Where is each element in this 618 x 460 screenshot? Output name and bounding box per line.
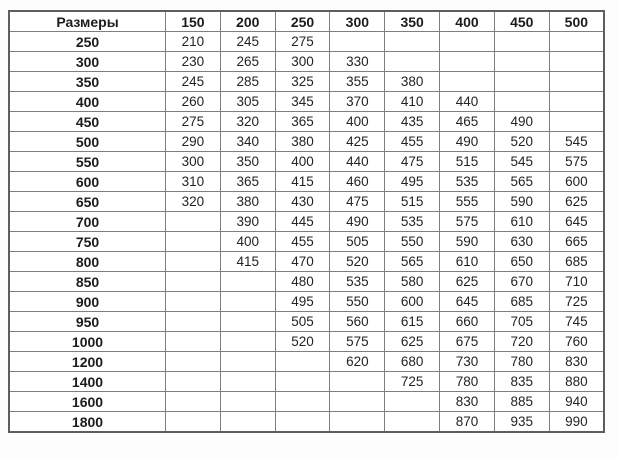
table-cell: 340 <box>220 132 275 152</box>
row-header: 450 <box>9 112 166 132</box>
table-cell: 470 <box>275 252 330 272</box>
table-row <box>9 132 604 152</box>
table-cell: 210 <box>166 32 221 52</box>
table-cell <box>549 112 604 132</box>
table-cell: 490 <box>440 132 495 152</box>
table-cell: 645 <box>440 292 495 312</box>
table-cell <box>166 332 221 352</box>
table-row <box>9 332 604 352</box>
table-row <box>9 32 604 52</box>
table-cell: 835 <box>494 372 549 392</box>
table-cell: 545 <box>494 152 549 172</box>
table-cell <box>549 32 604 52</box>
table-cell <box>440 32 495 52</box>
table-cell: 430 <box>275 192 330 212</box>
table-cell: 495 <box>275 292 330 312</box>
table-cell: 745 <box>549 312 604 332</box>
table-cell: 230 <box>166 52 221 72</box>
table-row <box>9 172 604 192</box>
table-cell <box>385 412 440 433</box>
row-header: 1400 <box>9 372 166 392</box>
table-row <box>9 312 604 332</box>
table-body <box>9 32 604 433</box>
table-cell: 440 <box>440 92 495 112</box>
table-row <box>9 252 604 272</box>
table-cell: 475 <box>385 152 440 172</box>
table-cell: 665 <box>549 232 604 252</box>
table-cell: 275 <box>166 112 221 132</box>
table-cell: 535 <box>330 272 385 292</box>
table-row <box>9 112 604 132</box>
table-row <box>9 92 604 112</box>
table-cell: 285 <box>220 72 275 92</box>
table-cell: 535 <box>440 172 495 192</box>
row-header: 950 <box>9 312 166 332</box>
table-cell: 885 <box>494 392 549 412</box>
table-cell: 600 <box>549 172 604 192</box>
table-cell: 935 <box>494 412 549 433</box>
table-cell: 520 <box>494 132 549 152</box>
table-cell <box>166 412 221 433</box>
table-row <box>9 72 604 92</box>
table-cell: 480 <box>275 272 330 292</box>
table-cell: 590 <box>440 232 495 252</box>
table-cell: 830 <box>549 352 604 372</box>
table-cell: 725 <box>385 372 440 392</box>
table-cell <box>166 212 221 232</box>
table-cell: 440 <box>330 152 385 172</box>
column-header: 300 <box>330 11 385 32</box>
table-cell: 780 <box>440 372 495 392</box>
table-cell: 490 <box>330 212 385 232</box>
table-cell: 560 <box>330 312 385 332</box>
table-row <box>9 52 604 72</box>
table-cell: 610 <box>494 212 549 232</box>
corner-header: Размеры <box>9 11 166 32</box>
table-cell <box>275 412 330 433</box>
table-cell <box>494 92 549 112</box>
sizes-table <box>8 10 605 433</box>
column-header: 200 <box>220 11 275 32</box>
table-cell: 355 <box>330 72 385 92</box>
table-cell <box>166 272 221 292</box>
row-header: 350 <box>9 72 166 92</box>
table-cell <box>385 52 440 72</box>
table-cell: 290 <box>166 132 221 152</box>
table-cell: 390 <box>220 212 275 232</box>
table-row <box>9 212 604 232</box>
table-cell: 710 <box>549 272 604 292</box>
table-cell: 465 <box>440 112 495 132</box>
table-cell: 425 <box>330 132 385 152</box>
table-cell: 330 <box>330 52 385 72</box>
table-row <box>9 272 604 292</box>
table-cell <box>166 352 221 372</box>
table-cell: 645 <box>549 212 604 232</box>
row-header: 300 <box>9 52 166 72</box>
table-cell: 610 <box>440 252 495 272</box>
table-cell: 730 <box>440 352 495 372</box>
column-header: 400 <box>440 11 495 32</box>
table-cell: 675 <box>440 332 495 352</box>
row-header: 1200 <box>9 352 166 372</box>
table-cell <box>549 72 604 92</box>
table-cell: 575 <box>330 332 385 352</box>
row-header: 650 <box>9 192 166 212</box>
table-cell: 415 <box>275 172 330 192</box>
table-cell: 625 <box>385 332 440 352</box>
table-row <box>9 192 604 212</box>
table-cell: 620 <box>330 352 385 372</box>
table-cell: 400 <box>275 152 330 172</box>
table-cell <box>166 372 221 392</box>
table-cell: 990 <box>549 412 604 433</box>
table-cell: 260 <box>166 92 221 112</box>
row-header: 700 <box>9 212 166 232</box>
table-cell <box>220 372 275 392</box>
table-cell: 600 <box>385 292 440 312</box>
column-header: 250 <box>275 11 330 32</box>
table-cell: 760 <box>549 332 604 352</box>
table-cell <box>549 52 604 72</box>
table-cell: 535 <box>385 212 440 232</box>
table-cell: 555 <box>440 192 495 212</box>
table-cell <box>385 392 440 412</box>
table-cell: 275 <box>275 32 330 52</box>
table-cell: 300 <box>166 152 221 172</box>
table-cell: 615 <box>385 312 440 332</box>
table-cell: 575 <box>549 152 604 172</box>
table-cell <box>330 392 385 412</box>
table-cell: 550 <box>330 292 385 312</box>
table-cell: 455 <box>385 132 440 152</box>
table-cell: 380 <box>275 132 330 152</box>
row-header: 400 <box>9 92 166 112</box>
table-cell <box>275 372 330 392</box>
table-cell: 550 <box>385 232 440 252</box>
table-cell <box>166 252 221 272</box>
table-header <box>9 11 604 32</box>
table-cell: 680 <box>385 352 440 372</box>
table-cell: 720 <box>494 332 549 352</box>
table-row <box>9 292 604 312</box>
table-cell <box>220 292 275 312</box>
table-cell: 445 <box>275 212 330 232</box>
row-header: 900 <box>9 292 166 312</box>
table-cell: 400 <box>330 112 385 132</box>
table-cell: 380 <box>220 192 275 212</box>
table-row <box>9 152 604 172</box>
table-cell: 370 <box>330 92 385 112</box>
table-cell: 410 <box>385 92 440 112</box>
table-cell <box>494 52 549 72</box>
row-header: 1800 <box>9 412 166 433</box>
table-cell <box>166 292 221 312</box>
table-cell <box>220 392 275 412</box>
table-cell: 520 <box>330 252 385 272</box>
column-header: 500 <box>549 11 604 32</box>
table-cell: 325 <box>275 72 330 92</box>
column-header: 350 <box>385 11 440 32</box>
table-cell <box>385 32 440 52</box>
table-cell: 880 <box>549 372 604 392</box>
table-cell <box>330 372 385 392</box>
table-row <box>9 372 604 392</box>
table-cell: 625 <box>440 272 495 292</box>
row-header: 800 <box>9 252 166 272</box>
row-header: 250 <box>9 32 166 52</box>
table-cell: 300 <box>275 52 330 72</box>
row-header: 750 <box>9 232 166 252</box>
table-cell: 350 <box>220 152 275 172</box>
table-cell: 345 <box>275 92 330 112</box>
table-cell: 870 <box>440 412 495 433</box>
table-cell: 830 <box>440 392 495 412</box>
table-row <box>9 352 604 372</box>
table-cell: 320 <box>220 112 275 132</box>
table-cell: 305 <box>220 92 275 112</box>
table-cell <box>494 72 549 92</box>
table-cell: 705 <box>494 312 549 332</box>
column-header: 450 <box>494 11 549 32</box>
row-header: 1000 <box>9 332 166 352</box>
table-cell: 660 <box>440 312 495 332</box>
table-cell: 725 <box>549 292 604 312</box>
table-cell: 365 <box>220 172 275 192</box>
table-cell: 415 <box>220 252 275 272</box>
table-cell: 245 <box>220 32 275 52</box>
table-cell <box>275 392 330 412</box>
table-cell <box>220 312 275 332</box>
table-cell <box>275 352 330 372</box>
table-cell <box>440 52 495 72</box>
table-cell: 565 <box>494 172 549 192</box>
table-cell: 580 <box>385 272 440 292</box>
table-cell: 520 <box>275 332 330 352</box>
row-header: 1600 <box>9 392 166 412</box>
table-cell <box>220 412 275 433</box>
table-row <box>9 232 604 252</box>
table-cell: 685 <box>494 292 549 312</box>
table-cell: 940 <box>549 392 604 412</box>
table-cell: 670 <box>494 272 549 292</box>
table-cell <box>549 92 604 112</box>
table-cell <box>220 332 275 352</box>
table-cell: 320 <box>166 192 221 212</box>
header-row <box>9 11 604 32</box>
table-cell: 505 <box>330 232 385 252</box>
row-header: 500 <box>9 132 166 152</box>
table-cell <box>220 352 275 372</box>
table-row <box>9 412 604 433</box>
table-row <box>9 392 604 412</box>
table-cell: 365 <box>275 112 330 132</box>
table-cell: 435 <box>385 112 440 132</box>
table-cell: 245 <box>166 72 221 92</box>
row-header: 600 <box>9 172 166 192</box>
table-cell: 630 <box>494 232 549 252</box>
table-cell: 685 <box>549 252 604 272</box>
table-cell: 590 <box>494 192 549 212</box>
table-cell: 505 <box>275 312 330 332</box>
row-header: 850 <box>9 272 166 292</box>
table-cell: 515 <box>440 152 495 172</box>
table-cell: 650 <box>494 252 549 272</box>
table-cell <box>220 272 275 292</box>
table-cell <box>330 32 385 52</box>
table-cell: 545 <box>549 132 604 152</box>
table-cell: 310 <box>166 172 221 192</box>
table-cell <box>440 72 495 92</box>
table-cell: 455 <box>275 232 330 252</box>
table-cell: 575 <box>440 212 495 232</box>
column-header: 150 <box>166 11 221 32</box>
row-header: 550 <box>9 152 166 172</box>
table-cell: 380 <box>385 72 440 92</box>
table-cell: 565 <box>385 252 440 272</box>
table-cell: 460 <box>330 172 385 192</box>
table-cell: 475 <box>330 192 385 212</box>
table-cell <box>494 32 549 52</box>
table-cell <box>166 312 221 332</box>
table-cell: 490 <box>494 112 549 132</box>
table-cell <box>330 412 385 433</box>
table-cell: 495 <box>385 172 440 192</box>
table-cell: 780 <box>494 352 549 372</box>
table-cell <box>166 392 221 412</box>
table-cell: 515 <box>385 192 440 212</box>
table-cell: 400 <box>220 232 275 252</box>
table-cell <box>166 232 221 252</box>
table-cell: 625 <box>549 192 604 212</box>
table-cell: 265 <box>220 52 275 72</box>
